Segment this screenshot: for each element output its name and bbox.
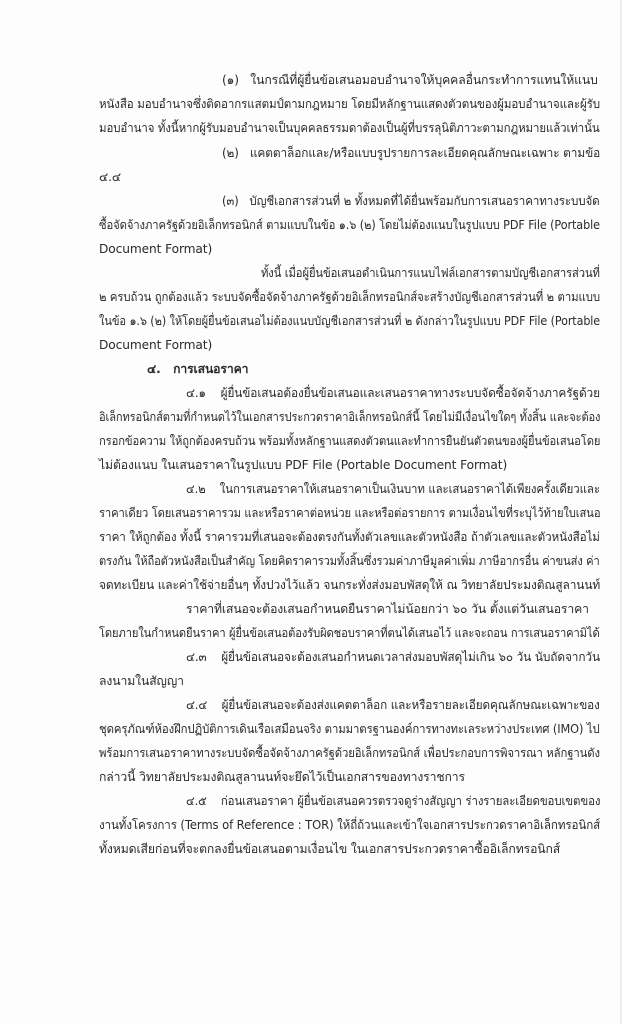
text-line: หนังสือ มอบอำนาจซึ่งติดอากรแสตมป์ตามกฎหมาย โดยมีหลักฐานแสดงตัวตนของผู้มอบอำนาจและผู้รับ [99, 97, 601, 111]
text-line: กล่าวนี้ วิทยาลัยประมงติณสูลานนท์จะยึดไว้เป็นเอกสารของทางราชการ [99, 770, 465, 784]
text-line: (๑) ในกรณีที่ผู้ยื่นข้อเสนอมอบอำนาจให้บุคคลอื่นกระทำการแทนให้แนบ [222, 73, 598, 87]
text-line: จดทะเบียน และค่าใช้จ่ายอื่นๆ ทั้งปวงไว้แล้ว จนกระทั่งส่งมอบพัสดุให้ ณ วิทยาลัยประมงติณสูลานนท์ [99, 578, 601, 592]
text-line: Document Format) [99, 242, 213, 256]
text-line: (๒) แคตตาล็อกและ/หรือแบบรูปรายการละเอียดคุณลักษณะเฉพาะ ตามข้อ [222, 146, 601, 160]
text-line: ซื้อจัดจ้างภาครัฐด้วยอิเล็กทรอนิกส์ ตามแบบในข้อ ๑.๖ (๒) โดยไม่ต้องแนบในรูปแบบ PDF File (Portable [99, 218, 600, 232]
text-line: ทั้งนี้ เมื่อผู้ยื่นข้อเสนอดำเนินการแนบไฟล์เอกสารตามบัญชีเอกสารส่วนที่ [261, 266, 600, 280]
text-line: ลงนามในสัญญา [99, 674, 184, 688]
text-line: ราคาที่เสนอจะต้องเสนอกำหนดยืนราคาไม่น้อยกว่า ๖๐ วัน ตั้งแต่วันเสนอราคา [186, 602, 589, 616]
text-line: ราคา ให้ถูกต้อง ทั้งนี้ ราคารวมที่เสนอจะต้องตรงกันทั้งตัวเลขและตัวหนังสือ ถ้าตัวเลขและตัวหนังสือไม่ [99, 530, 600, 544]
text-line: ราคาเดียว โดยเสนอราคารวม และหรือราคาต่อหน่วย และหรือต่อรายการ ตามเงื่อนไขที่ระบุไว้ท้ายใบเสนอ [99, 506, 601, 520]
text-line: ในข้อ ๑.๖ (๒) ให้โดยผู้ยื่นข้อเสนอไม่ต้องแนบบัญชีเอกสารส่วนที่ ๒ ดังกล่าวในรูปแบบ PDF File (Portable [99, 314, 601, 328]
text-line: ๔.๓ ผู้ยื่นข้อเสนอจะต้องเสนอกำหนดเวลาส่งมอบพัสดุไม่เกิน ๖๐ วัน นับถัดจากวัน [186, 650, 600, 664]
text-line: ๒ ครบถ้วน ถูกต้องแล้ว ระบบจัดซื้อจัดจ้างภาครัฐด้วยอิเล็กทรอนิกส์จะสร้างบัญชีเอกสารส่วนที่ ๒ ตามแบบ [99, 290, 600, 304]
section-heading: ๔. การเสนอราคา [147, 362, 249, 376]
text-line: โดยภายในกำหนดยืนราคา ผู้ยื่นข้อเสนอต้องรับผิดชอบราคาที่ตนได้เสนอไว้ และจะถอน การเสนอราคามิได้ [99, 626, 600, 640]
text-line: ๔.๔ ผู้ยื่นข้อเสนอจะต้องส่งแคตตาล็อก และหรือรายละเอียดคุณลักษณะเฉพาะของ [186, 698, 600, 712]
text-line: มอบอำนาจ ทั้งนี้หากผู้รับมอบอำนาจเป็นบุคคลธรรมดาต้องเป็นผู้ที่บรรลุนิติภาวะตามกฎหมายแล้วเท่านั้น [99, 121, 600, 135]
text-line: (๓) บัญชีเอกสารส่วนที่ ๒ ทั้งหมดที่ได้ยื่นพร้อมกับการเสนอราคาทางระบบจัด [222, 194, 600, 208]
text-line: ทั้งหมดเสียก่อนที่จะตกลงยื่นข้อเสนอตามเงื่อนไข ในเอกสารประกวดราคาซื้ออิเล็กทรอนิกส์ [99, 842, 561, 856]
text-line: ตรงกัน ให้ถือตัวหนังสือเป็นสำคัญ โดยคิดราคารวมทั้งสิ้นซึ่งรวมค่าภาษีมูลค่าเพิ่ม ภาษีอากรอื่น ค่าขนส่ง ค่า [99, 554, 600, 568]
text-line: อิเล็กทรอนิกส์ตามที่กำหนดไว้ในเอกสารประกวดราคาอิเล็กทรอนิกส์นี้ โดยไม่มีเงื่อนไขใดๆ ทั้งสิ้น และจะต้อง [99, 410, 601, 424]
text-line: ๔.๑ ผู้ยื่นข้อเสนอต้องยื่นข้อเสนอและเสนอราคาทางระบบจัดซื้อจัดจ้างภาครัฐด้วย [186, 386, 600, 400]
text-line: ๔.๔ [99, 170, 122, 184]
text-line: Document Format) [99, 338, 213, 352]
text-line: ไม่ต้องแนบ ในเสนอราคาในรูปแบบ PDF File (Portable Document Format) [99, 458, 508, 472]
text-line: พร้อมการเสนอราคาทางระบบจัดซื้อจัดจ้างภาครัฐด้วยอิเล็กทรอนิกส์ เพื่อประกอบการพิจารณา หลักฐานดัง [99, 746, 600, 760]
text-line: งานทั้งโครงการ (Terms of Reference : TOR) ให้ถี่ถ้วนและเข้าใจเอกสารประกวดราคาอิเล็กทรอนิกส์ [99, 818, 601, 832]
text-line: กรอกข้อความ ให้ถูกต้องครบถ้วน พร้อมทั้งหลักฐานแสดงตัวตนและทำการยืนยันตัวตนของผู้ยื่นข้อเสนอโดย [99, 434, 601, 448]
text-line: ชุดครุภัณฑ์ห้องฝึกปฏิบัติการเดินเรือเสมือนจริง ตามมาตรฐานองค์การทางทะเลระหว่างประเทศ (IMO) ไป [99, 722, 600, 736]
text-line: ๔.๒ ในการเสนอราคาให้เสนอราคาเป็นเงินบาท และเสนอราคาได้เพียงครั้งเดียวและ [186, 482, 600, 496]
text-line: ๔.๕ ก่อนเสนอราคา ผู้ยื่นข้อเสนอควรตรวจดูร่างสัญญา ร่างรายละเอียดขอบเขตของ [186, 794, 601, 808]
